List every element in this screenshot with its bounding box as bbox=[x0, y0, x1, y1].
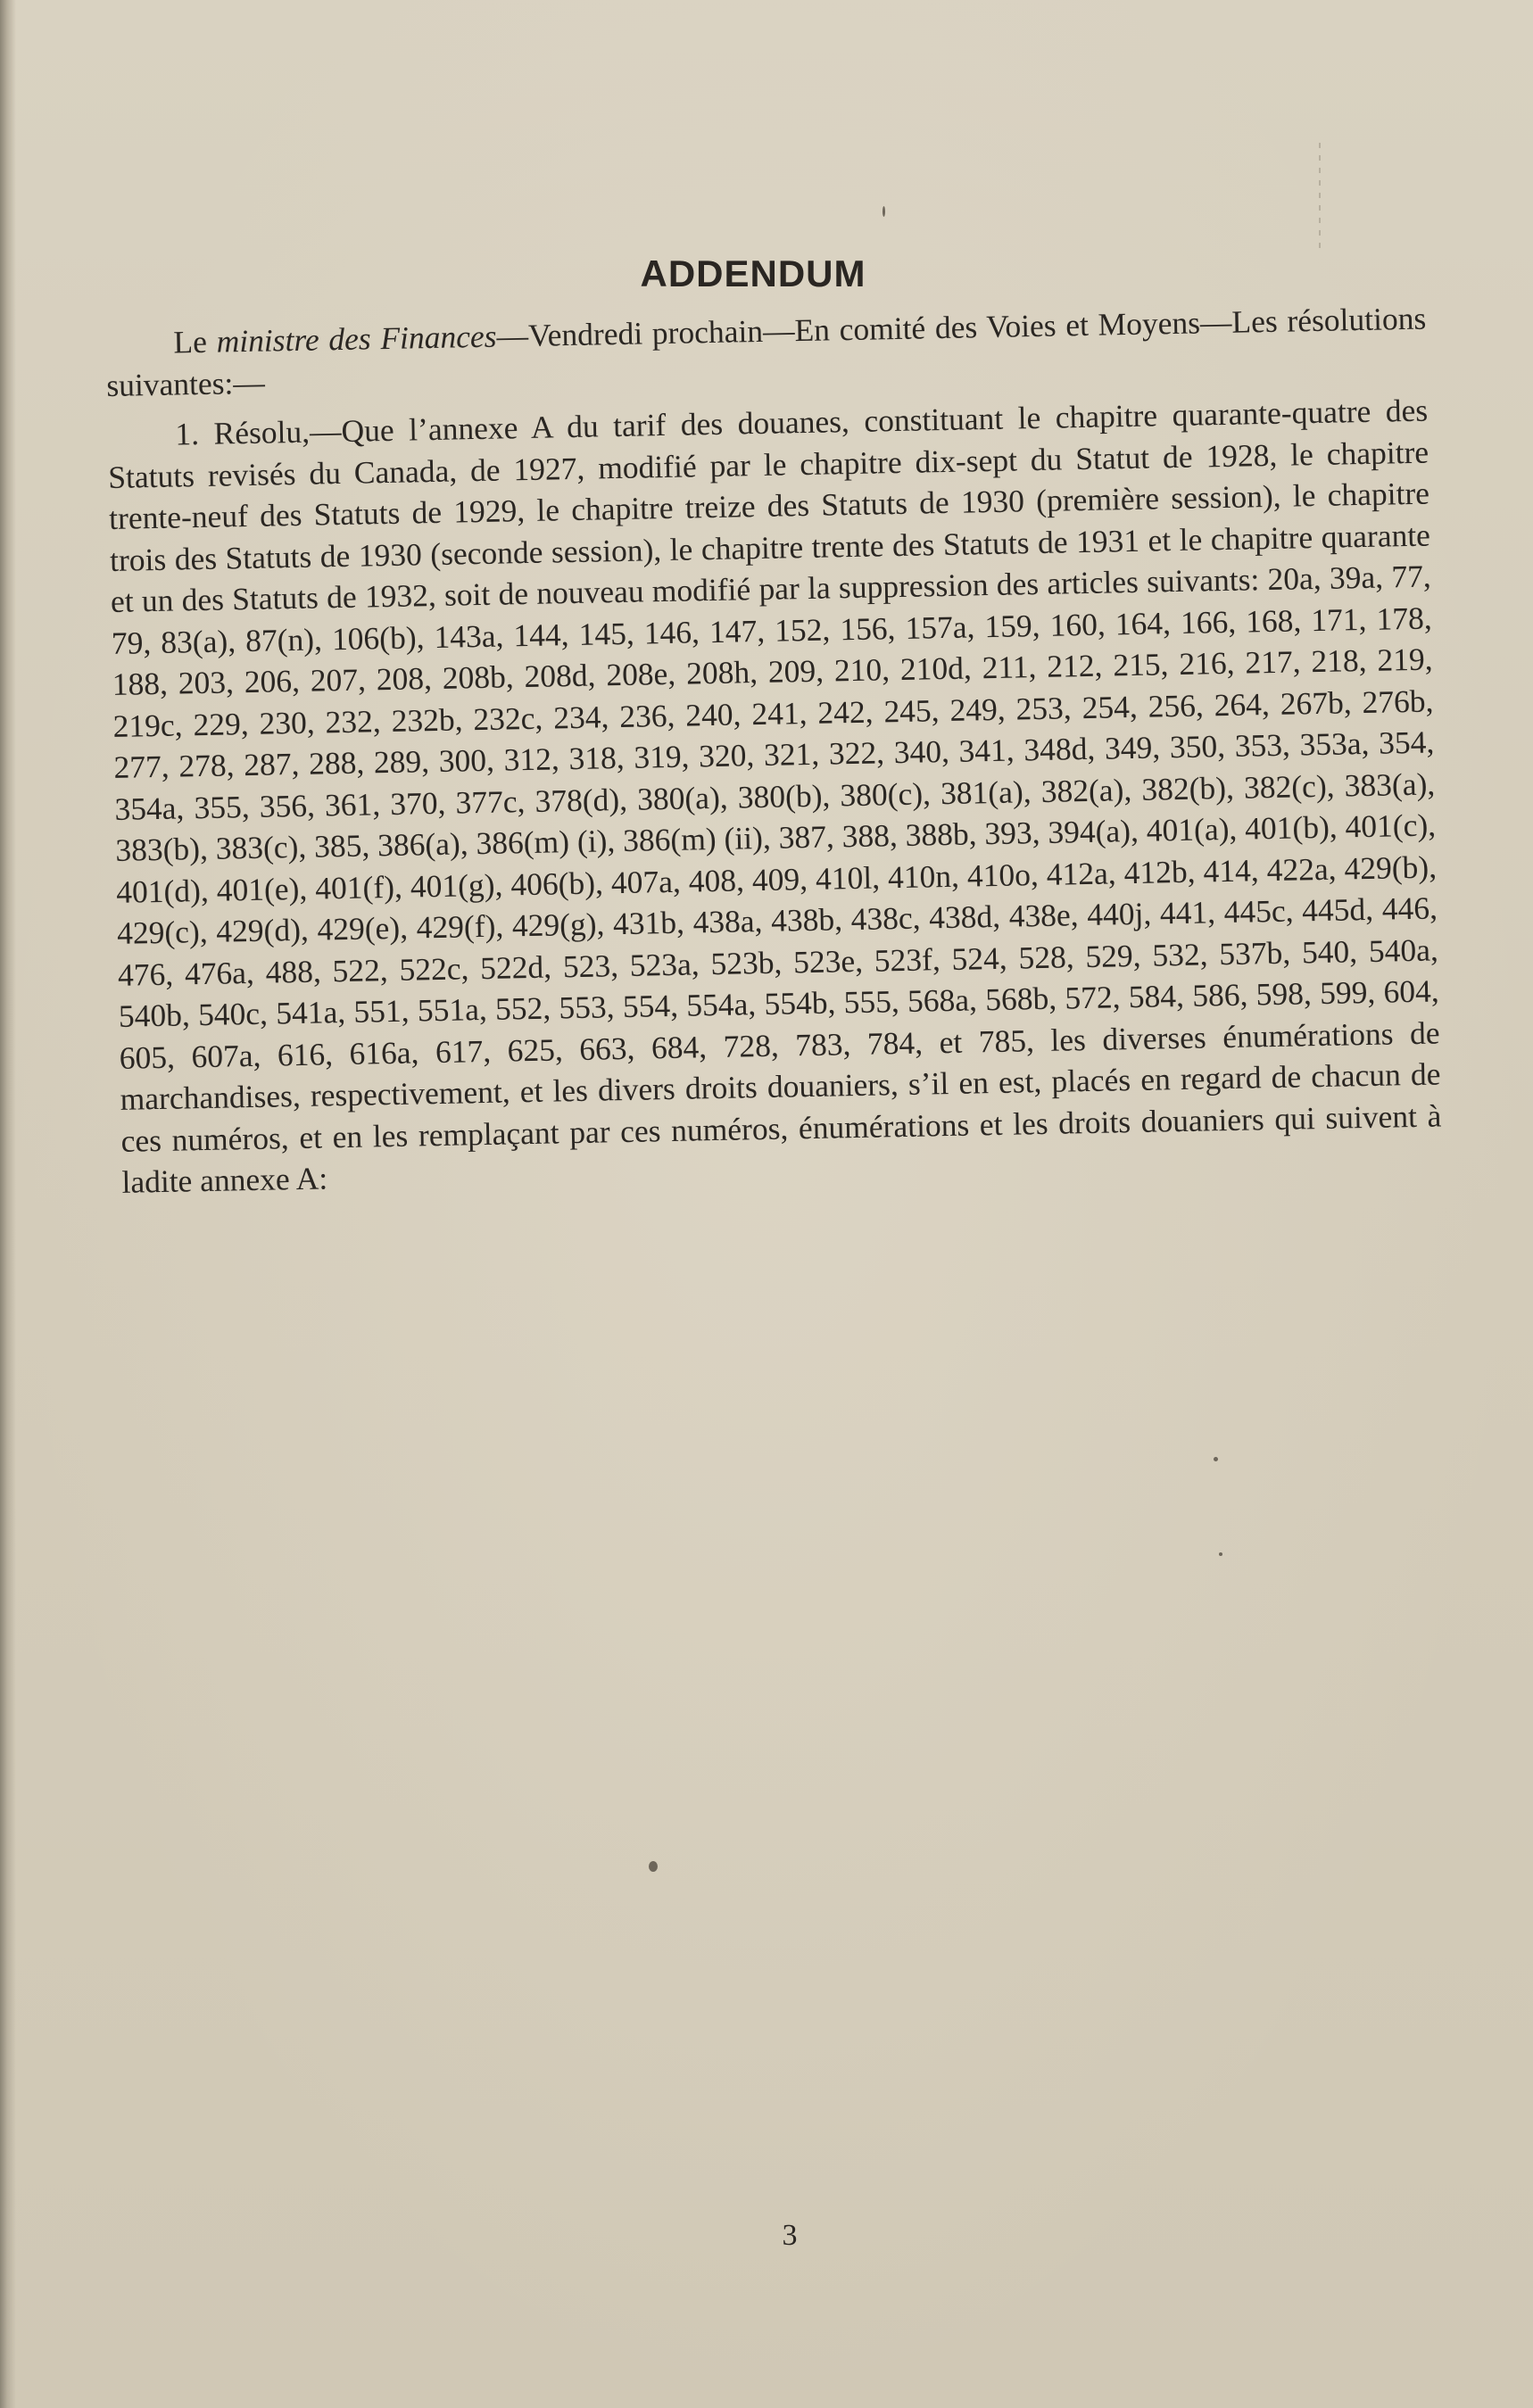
page-scan-mark bbox=[1319, 143, 1321, 250]
document-body bbox=[105, 298, 1443, 1204]
intro-rest: —Vendredi prochain—En comité des Voies et Moyens—Les résolutions suivantes:— bbox=[105, 300, 1427, 403]
paper-speck bbox=[1219, 1552, 1222, 1556]
resolution-paragraph: 1. Résolu,—Que l’annexe A du tarif des douanes, constituant le chapitre quarante-quatre des Statuts revisés du Canada, de 1927, modifié par le chapitre dix-sept du Statut de 1928, le chapitre trente-neuf des Statuts de 1929, le chapitre treize des Statuts de 1930 (première session), le chapitre trois des Statuts de 1930 (seconde session), le chapitre trente des Statuts de 1931 et le chapitre quarante et un des Statuts de 1932, soit de nouveau modifié par la suppression des articles suivants: 20a, 39a, 77, 79, 83(a), 87(n), 106(b), 143a, 144, 145, 146, 147, 152, 156, 157a, 159, 160, 164, 166, 168, 171, 178, 188, 203, 206, 207, 208, 208b, 208d, 208e, 208h, 209, 210, 210d, 211, 212, 215, 216, 217, 218, 219, 219c, 229, 230, 232, 232b, 232c, 234, 236, 240, 241, 242, 245, 249, 253, 254, 256, 264, 267b, 276b, 277, 278, 287, 288, 289, 300, 312, 318, 319, 320, 321, 322, 340, 341, 348d, 349, 350, 353, 353a, 354, 354a, 355, 356, 361, 370, 377c, 378(d), 380(a), 380(b), 380(c), 381(a), 382(a), 382(b), 382(c), 383(a), 383(b), 383(c), 385, 386(a), 386(m) (i), 386(m) (ii), 387, 388, 388b, 393, 394(a), 401(a), 401(b), 401(c), 401(d), 401(e), 401(f), 401(g), 406(b), 407a, 408, 409, 410l, 410n, 410o, 412a, 412b, 414, 422a, 429(b), 429(c), 429(d), 429(e), 429(f), 429(g), 431b, 438a, 438b, 438c, 438d, 438e, 440j, 441, 445c, 445d, 446, 476, 476a, 488, 522, 522c, 522d, 523, 523a, 523b, 523e, 523f, 524, 528, 529, 532, 537b, 540, 540a, 540b, 540c, 541a, 551, 551a, 552, 553, 554, 554a, 554b, 555, 568a, 568b, 572, 584, 586, 598, 599, 604, 605, 607a, 616, 616a, 617, 625, 663, 684, 728, 783, 784, et 785, les diverses énumérations de marchandises, respectivement, et les divers droits douaniers, s’il en est, placés en regard de chacun de ces numéros, et en les remplaçant par ces numéros, énumérations et les droits douaniers qui suivent à ladite annexe A: bbox=[107, 392, 1442, 1200]
paper-speck bbox=[649, 1861, 658, 1872]
intro-minister: ministre des Finances bbox=[216, 318, 497, 360]
page-binding-edge bbox=[0, 0, 16, 2408]
paper-speck bbox=[1214, 1457, 1218, 1461]
intro-prefix: Le bbox=[173, 323, 217, 360]
document-heading: ADDENDUM bbox=[640, 252, 866, 294]
paper-speck bbox=[883, 206, 885, 217]
page-number: 3 bbox=[782, 2219, 798, 2252]
intro-paragraph bbox=[105, 298, 1428, 406]
